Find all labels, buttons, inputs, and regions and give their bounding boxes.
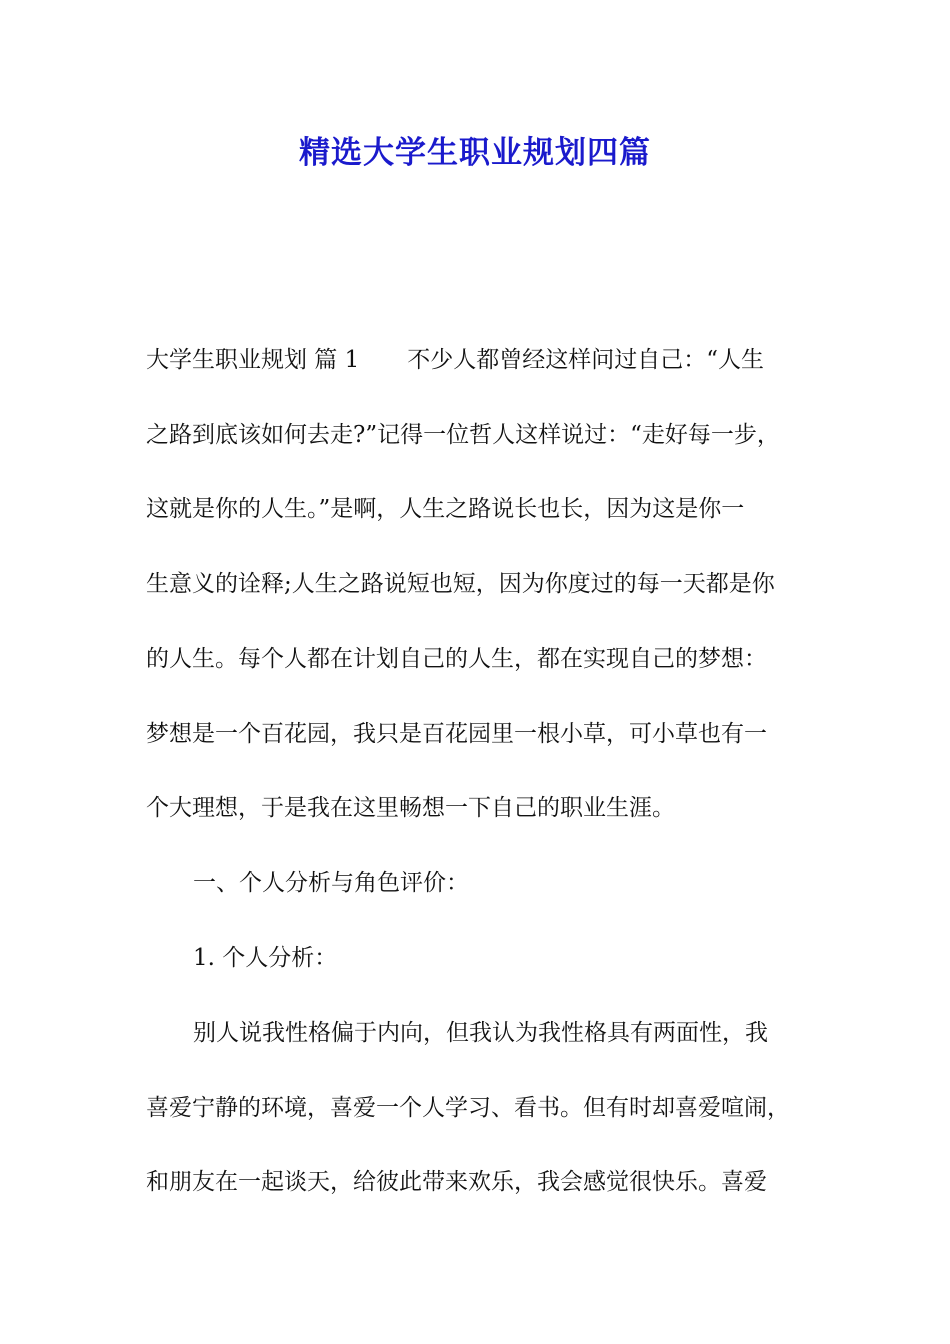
document-title: 精选大学生职业规划四篇	[299, 135, 651, 171]
paragraph-line-1	[146, 342, 826, 378]
section-heading-personal-analysis: 一、个人分析与角色评价：	[193, 870, 469, 896]
paragraph-line-5: 的人生。每个人都在计划自己的人生，都在实现自己的梦想：	[146, 646, 767, 672]
paragraph-line-2: 之路到底该如何去走?”记得一位哲人这样说过：“走好每一步，	[146, 422, 780, 448]
paragraph-line-9: 喜爱宁静的环境，喜爱一个人学习、看书。但有时却喜爱喧闹，	[146, 1095, 790, 1121]
paragraph-line-6: 梦想是一个百花园，我只是百花园里一根小草，可小草也有一	[146, 721, 767, 747]
paragraph-line-3: 这就是你的人生。”是啊，人生之路说长也长，因为这是你一	[146, 496, 745, 522]
paragraph-text: 不少人都曾经这样问过自己：“人生	[407, 347, 765, 373]
subsection-heading: 1. 个人分析：	[193, 945, 338, 971]
paragraph-line-7: 个大理想，于是我在这里畅想一下自己的职业生涯。	[146, 795, 675, 821]
paragraph-line-4: 生意义的诠释;人生之路说短也短，因为你度过的每一天都是你	[146, 571, 775, 597]
paragraph-line-10: 和朋友在一起谈天，给彼此带来欢乐，我会感觉很快乐。喜爱	[146, 1169, 767, 1195]
paragraph-line-8: 别人说我性格偏于内向，但我认为我性格具有两面性，我	[193, 1020, 768, 1046]
section-heading: 大学生职业规划 篇 1	[146, 347, 360, 373]
